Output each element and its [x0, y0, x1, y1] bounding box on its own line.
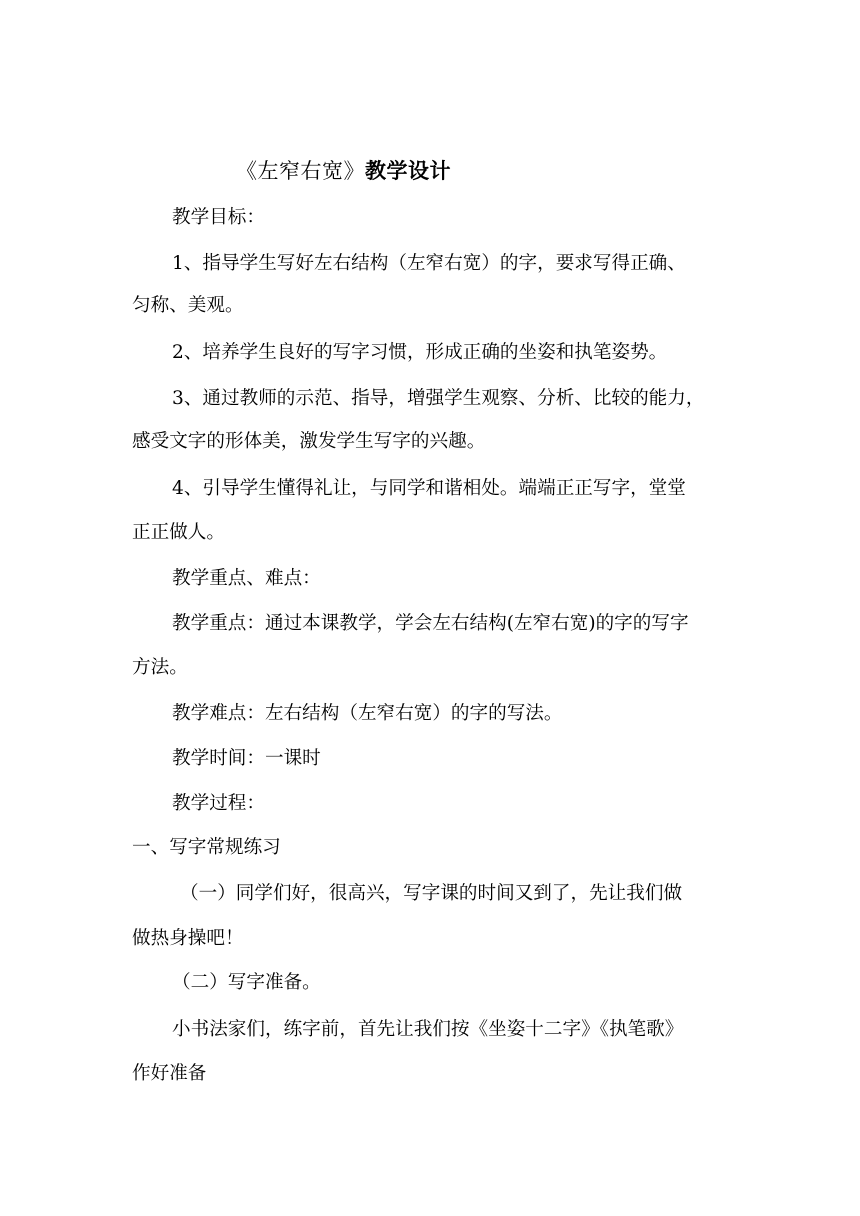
- paragraph-line: 3、通过教师的示范、指导，增强学生观察、分析、比较的能力，: [172, 388, 705, 409]
- paragraph-line: 教学重点、难点：: [172, 568, 321, 589]
- paragraph-line: 小书法家们，练字前，首先让我们按《坐姿十二字》《执笔歌》: [172, 1019, 684, 1040]
- paragraph-line: 教学目标：: [172, 207, 265, 228]
- paragraph-line: （一）同学们好，很高兴，写字课的时间又到了，先让我们做: [180, 883, 683, 904]
- paragraph-line: 2、培养学生良好的写字习惯，形成正确的坐姿和执笔姿势。: [172, 342, 668, 363]
- paragraph-line: 作好准备: [132, 1063, 207, 1084]
- paragraph-line: 教学重点：通过本课教学，学会左右结构(左窄右宽)的字的写字: [172, 613, 689, 634]
- paragraph-line: 教学时间：一课时: [172, 748, 321, 769]
- document-title: [236, 155, 451, 185]
- paragraph-line: 教学过程：: [172, 793, 265, 814]
- paragraph-line: 方法。: [132, 657, 188, 678]
- paragraph-line: （二）写字准备。: [172, 972, 321, 993]
- paragraph-line: 正正做人。: [132, 522, 225, 543]
- paragraph-line: 匀称、美观。: [132, 295, 244, 316]
- section-heading: 一、写字常规练习: [132, 837, 281, 858]
- paragraph-line: 做热身操吧！: [132, 928, 244, 949]
- paragraph-line: 4、引导学生懂得礼让，与同学和谐相处。端端正正写字，堂堂: [172, 478, 686, 499]
- paragraph-line: 感受文字的形体美，激发学生写字的兴趣。: [132, 431, 486, 452]
- title-main: 《左窄右宽》: [236, 159, 365, 183]
- title-suffix: 教学设计: [365, 159, 451, 183]
- paragraph-line: 教学难点：左右结构（左窄右宽）的字的写法。: [172, 703, 563, 724]
- paragraph-line: 1、指导学生写好左右结构（左窄右宽）的字，要求写得正确、: [172, 253, 686, 274]
